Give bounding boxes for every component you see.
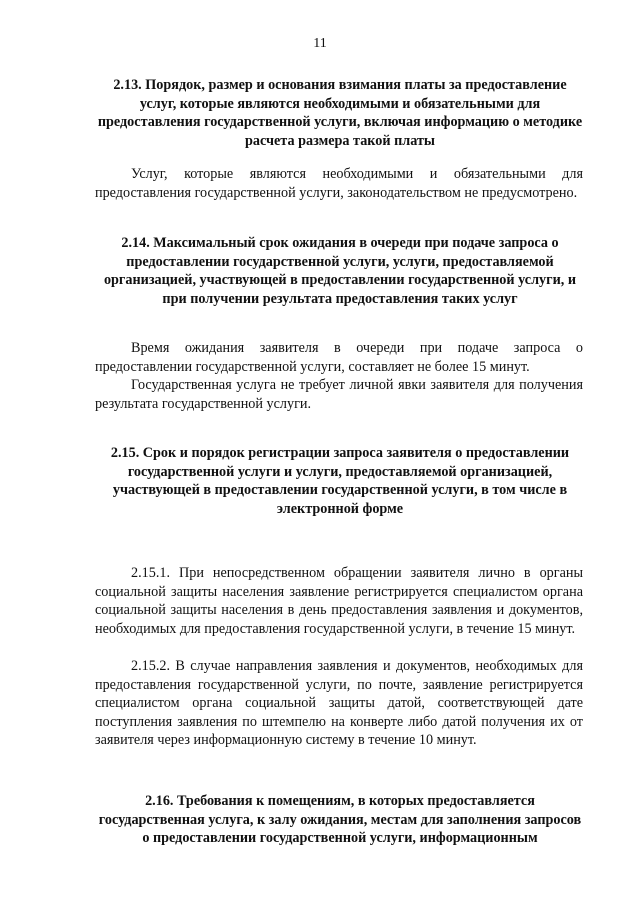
section-2-14-paragraph-2: Государственная услуга не требует личной явки заявителя для получения результата государственной услуги. [95, 377, 583, 412]
section-2-14-paragraph-1: Время ожидания заявителя в очереди при подаче запроса о предоставлении государственной услуги, составляет не более 15 минут. [95, 340, 583, 375]
section-2-13-heading: 2.13. Порядок, размер и основания взимания платы за предоставление услуг, которые являются необходимыми и обязательными для предоставления государственной услуги, включая информацию о методике расчета размера такой платы [97, 77, 583, 149]
section-2-15-heading: 2.15. Срок и порядок регистрации запроса заявителя о предоставлении государственной услуги и услуги, предоставляемой организацией, участвующей в предоставлении государственной услуги, в том числе в электронной форме [110, 445, 570, 517]
page-number: 11 [313, 36, 327, 51]
section-2-14-heading: 2.14. Максимальный срок ожидания в очереди при подаче запроса о предоставлении государственной услуги, услуги, предоставляемой организацией, участвующей в предоставлении государственной услуги, и при получении результата предоставления таких услуг [103, 235, 577, 307]
section-2-16-heading: 2.16. Требования к помещениям, в которых предоставляется государственная услуга, к залу ожидания, местам для заполнения запросов о предоставлении государственной услуги, информационным [98, 793, 582, 847]
section-2-15-2-paragraph: 2.15.2. В случае направления заявления и документов, необходимых для предоставления государственной услуги, по почте, заявление регистрируется специалистом органа социальной защиты датой, соответствующей дате поступления заявления по штемпелю на конверте либо датой получения их от заявителя через информационную систему в течение 10 минут. [95, 658, 583, 749]
section-2-13-paragraph-1: Услуг, которые являются необходимыми и обязательными для предоставления государственной услуги, законодательством не предусмотрено. [95, 166, 583, 201]
section-2-15-1-paragraph: 2.15.1. При непосредственном обращении заявителя лично в органы социальной защиты населения заявление регистрируется специалистом органа социальной защиты населения в день предоставления заявления и документов, необходимых для предоставления государственной услуги, в течение 15 минут. [95, 565, 583, 637]
